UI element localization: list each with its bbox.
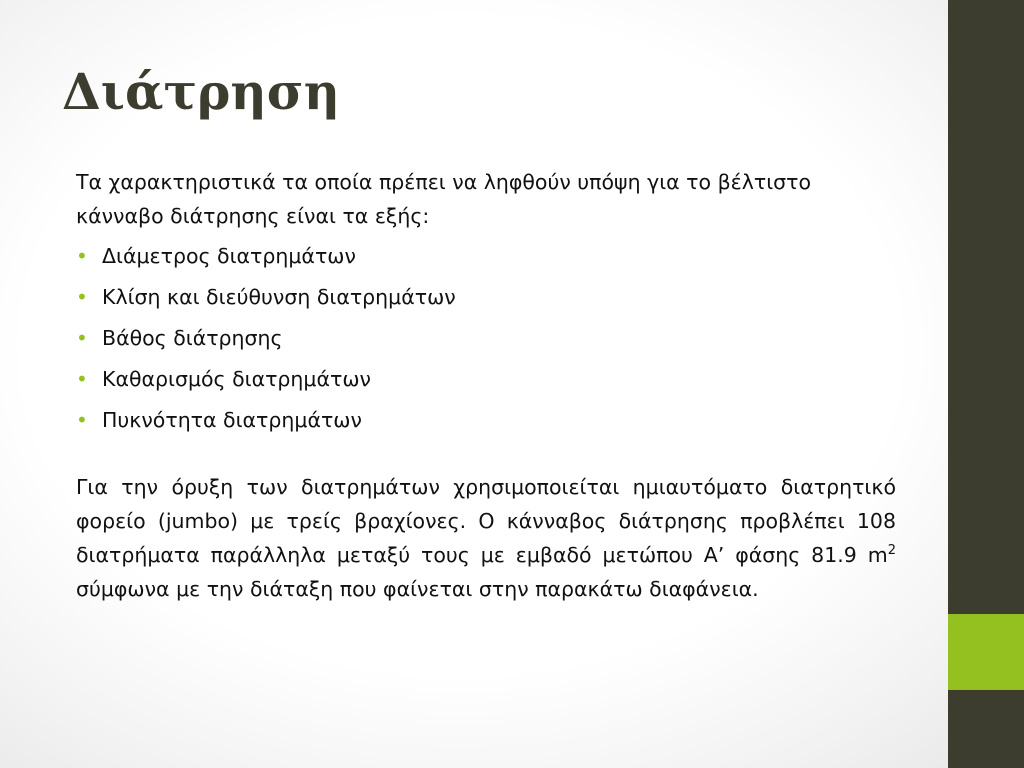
- bullet-icon: •: [76, 408, 88, 432]
- bullet-text: Διάμετρος διατρημάτων: [102, 244, 356, 268]
- bullet-text: Καθαρισμός διατρημάτων: [102, 367, 371, 391]
- side-accent-block: [948, 614, 1024, 690]
- body-text-part1: Για την όρυξη των διατρημάτων χρησιμοποιείται ημιαυτόματο διατρητικό φορείο (jumbo) με τρείς βραχίονες. Ο κάνναβος διάτρησης προβλέπει 108 διατρήματα παράλληλα μεταξύ τους με εμβαδό μετώπου Α’ φάσης 81.9 m: [76, 475, 896, 567]
- bullet-text: Βάθος διάτρησης: [102, 326, 283, 350]
- bullet-text: Κλίση και διεύθυνση διατρημάτων: [102, 285, 456, 309]
- intro-paragraph: Τα χαρακτηριστικά τα οποία πρέπει να ληφθούν υπόψη για το βέλτιστο κάνναβο διάτρησης είναι τα εξής:: [76, 170, 812, 228]
- list-item: [76, 239, 896, 280]
- list-item: [76, 280, 896, 321]
- list-item: [76, 403, 896, 444]
- bullet-text: Πυκνότητα διατρημάτων: [102, 408, 362, 432]
- area-unit-superscript: 2: [887, 543, 896, 559]
- bullet-icon: •: [76, 244, 88, 268]
- list-item: [76, 321, 896, 362]
- body-text-part2: σύμφωνα με την διάταξη που φαίνεται στην παρακάτω διαφάνεια.: [76, 577, 759, 601]
- bullet-icon: •: [76, 326, 88, 350]
- list-item: [76, 362, 896, 403]
- bullet-icon: •: [76, 367, 88, 391]
- slide-title: Διάτρηση: [62, 62, 340, 121]
- bullet-list: [76, 239, 896, 444]
- slide-content: [76, 165, 896, 606]
- body-paragraph: [76, 470, 896, 606]
- bullet-icon: •: [76, 285, 88, 309]
